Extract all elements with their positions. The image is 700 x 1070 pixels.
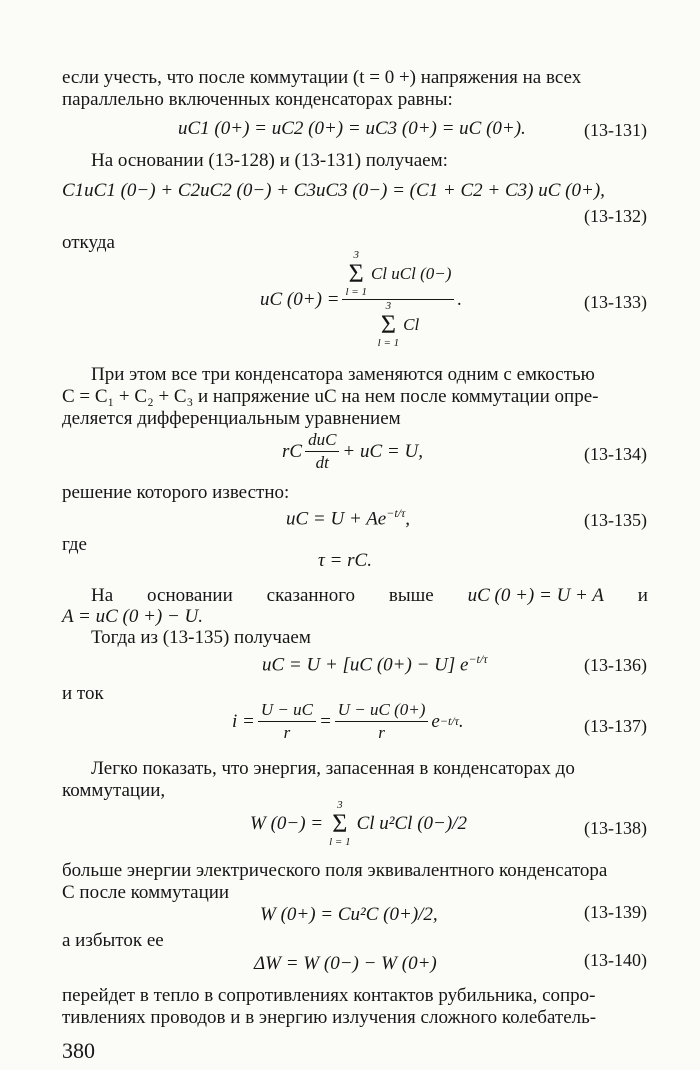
equation-number: (13-131) [584,120,647,140]
eq133-numerator [342,250,454,300]
eq134-denominator: dt [315,453,329,472]
paragraph-line: где [62,534,87,555]
paragraph-line: а избыток ее [62,930,164,951]
sum-lower-limit: l = 1 [345,286,367,298]
equation-tau: τ = rC. [318,550,372,571]
paragraph-line: и ток [62,683,104,704]
eq133-lhs: uC (0+) = [260,288,340,310]
paragraph-line: параллельно включенных конденсаторах равны: [62,89,453,110]
word: выше [388,585,434,606]
eq134-numerator: duC [305,430,339,452]
equation-13-135: uC = $U + Ae^{-t/\tau}$, [286,506,411,530]
equation-13-136 [262,652,488,676]
eq138-rhs: Cl u²Cl (0−)/2 [356,813,467,834]
eq137-f2-numerator: U − uC (0+) [335,700,429,722]
eq137-f2-denominator: r [378,723,385,742]
paragraph-line: A = uC (0 +) − U. [62,606,204,627]
equation-13-140: ΔW = W (0−) − W (0+) [254,953,437,974]
paragraph-line: перейдет в тепло в сопротивлениях контактов рубильника, сопро- [62,985,596,1006]
eq137-fraction-2 [335,700,429,743]
word: На [91,585,114,606]
equation-13-137: i = $\frac{U - uC}{r}$ = $\frac{U - uC (0+)}{r}$ e −t/τ . [232,700,464,742]
paragraph-line: На основании (13-128) и (13-131) получаем: [91,150,448,171]
eq136-exponent: −t/τ [468,652,488,666]
equation-number: (13-138) [584,818,647,838]
sum-symbol: 3 Σ l = 1 [329,799,351,848]
paragraph-line: если учесть, что после коммутации (t = 0 +) напряжения на всех [62,67,582,88]
eq136-body: uC = U + [uC (0+) − U] e [262,654,469,676]
eq134-lhs: rC [282,440,303,462]
paragraph-line: деляется дифференциальным уравнением [62,408,401,429]
eq138-lhs: W (0−) = [250,813,324,834]
eq137-equals: = [318,710,332,732]
paragraph-line: коммутации, [62,780,166,801]
sum-lower-limit: l = 1 [377,337,400,349]
eq133-fraction [342,250,454,349]
paragraph-line: C после коммутации [62,882,230,903]
sum-upper-limit: 3 [353,249,359,261]
equation-13-138 [250,800,467,848]
word: и [637,585,648,606]
sum-symbol: 3 Σ l = 1 [377,300,400,349]
equation-number: (13-134) [584,444,647,464]
paragraph-line: тивлениях проводов и в энергию излучения сложного колебатель- [62,1007,597,1028]
eq137-f1-numerator: U − uC [258,700,316,722]
paragraph-line: откуда [62,232,115,253]
paragraph-line: больше энергии электрического поля эквивалентного конденсатора [62,860,608,881]
paragraph-line [91,585,648,607]
eq137-fraction-1 [258,700,316,743]
equation-13-133: uC (0+) = 3 Σ l = 1 Cl uCl (0−) 3 Σ l = 1 Cl . [260,249,463,349]
paragraph-line: Легко показать, что энергия, запасенная в конденсаторах до [91,758,575,779]
eq137-exponent: −t/τ [439,714,459,728]
eq134-derivative [305,430,339,473]
eq135-body: uC = U + Ae [286,508,387,530]
inline-formula: uC (0 +) = U + A [467,585,604,606]
sum-lower-limit: l = 1 [329,836,351,848]
word: сказанного [266,585,356,606]
sum-symbol: 3 Σ l = 1 [345,249,367,298]
sum-upper-limit: 3 [385,300,392,312]
equation-13-132: C1uC1 (0−) + C2uC2 (0−) + C3uC3 (0−) = (C1 + C2 + C3) uC (0+), [62,180,605,201]
eq137-exp-base: e [431,710,440,732]
paragraph-line: решение которого известно: [62,482,290,503]
equation-number: (13-136) [584,655,647,675]
eq133-denominator-term: Cl [403,315,420,334]
equation-number: (13-132) [584,206,647,226]
eq137-lhs: i = [232,710,255,732]
sum-upper-limit: 3 [337,799,343,811]
paragraph-line: C = C₁ + C₂ + C₃ и напряжение uC на нем после коммутации опре- [62,386,599,407]
equation-13-131: uC1 (0+) = uC2 (0+) = uC3 (0+) = uC (0+). [178,118,526,139]
eq133-denominator [378,300,420,349]
equation-number: (13-139) [584,902,647,922]
eq137-f1-denominator: r [283,723,291,742]
equation-13-134 [282,430,423,473]
equation-number: (13-135) [584,510,647,530]
word: основании [147,585,233,606]
equation-number: (13-140) [584,950,647,970]
equation-13-139: W (0+) = Cu²C (0+)/2, [260,904,438,925]
equation-number: (13-133) [584,292,647,312]
eq134-rhs: + uC = U, [342,440,423,462]
paragraph-line: Тогда из (13-135) получаем [91,627,311,648]
page-number: 380 [62,1038,95,1063]
equation-number: (13-137) [584,716,647,736]
paragraph-line: При этом все три конденсатора заменяются одним с емкостью [91,364,595,385]
eq135-exponent: −t/τ [386,506,406,520]
eq133-numerator-term: Cl uCl (0−) [370,264,452,283]
